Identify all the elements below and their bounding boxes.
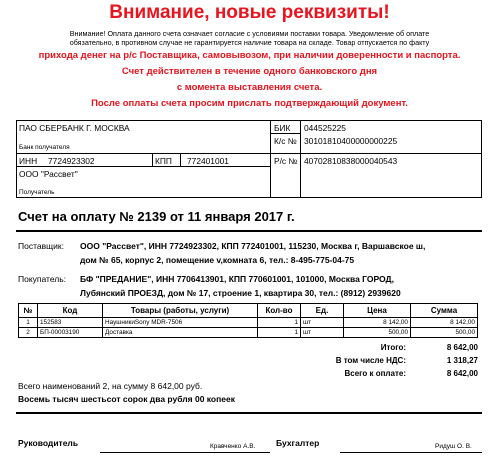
col-header-number: №: [19, 304, 38, 318]
supplier-line-1: ООО "Рассвет", ИНН 7724923302, КПП 772401001, 115230, Москва г, Варшавское ш,: [80, 241, 426, 251]
title-underline: [16, 230, 482, 232]
col-header-sum: Сумма: [411, 304, 478, 318]
ks-label: К/с №: [274, 136, 297, 146]
inn-label: ИНН: [19, 156, 38, 166]
buyer-label: Покупатель:: [18, 274, 67, 284]
cell-unit: шт: [301, 318, 344, 328]
buyer-line-2: Лубянский ПРОЕЗД, дом № 17, строение 1, квартира 30, тел.: (8912) 2939620: [80, 288, 401, 298]
cell-sum: 500,00: [411, 328, 478, 338]
cell-goods: НаушникиSony MDR-7506: [103, 318, 258, 328]
col-header-code: Код: [38, 304, 103, 318]
items-table: [18, 303, 478, 338]
bank-label: Банк получателя: [19, 144, 70, 151]
supplier-line-2: дом № 65, корпус 2, помещение v,комната 6, тел.: 8-495-775-04-75: [80, 255, 355, 265]
items-count-line: Всего наименований 2, на сумму 8 642,00 руб.: [18, 381, 203, 391]
table-row: [19, 328, 478, 338]
recipient-label: Получатель: [19, 189, 55, 196]
head-signature-line: [100, 452, 270, 453]
summary-underline: [16, 412, 482, 414]
accountant-label: Бухгалтер: [276, 438, 320, 448]
head-name: Кравченко А.В.: [210, 443, 256, 450]
due-label: Всего к оплате:: [344, 369, 406, 378]
kpp-value: 772401001: [187, 156, 229, 166]
disclaimer-line-2: обязательно, в противном случае не гарантируется наличие товара на складе. Товар отпускается по факту: [69, 38, 430, 47]
notice-line-2: Счет действителен в течение одного банковского дня: [121, 66, 378, 77]
table-row: [19, 318, 478, 328]
kpp-label: КПП: [155, 156, 172, 166]
vat-label: В том числе НДС:: [335, 356, 406, 365]
cell-number: 2: [19, 328, 38, 338]
head-label: Руководитель: [18, 438, 79, 448]
col-header-unit: Ед.: [301, 304, 344, 318]
cell-code: БП-00003190: [38, 328, 103, 338]
cell-qty: 1: [258, 318, 301, 328]
divider: [270, 153, 482, 154]
vat-value: 1 318,27: [446, 356, 478, 365]
notice-line-1: прихода денег на р/с Поставщика, самовывозом, при наличии доверенности и паспорта.: [38, 50, 461, 61]
divider: [270, 120, 271, 198]
divider: [152, 153, 153, 166]
recipient-name: ООО "Рассвет": [19, 169, 78, 179]
bank-name: ПАО СБЕРБАНК Г. МОСКВА: [19, 123, 130, 133]
cell-code: 152583: [38, 318, 103, 328]
total-label: Итого:: [380, 343, 406, 352]
cell-price: 500,00: [344, 328, 411, 338]
disclaimer-line-1: Внимание! Оплата данного счета означает согласие с условиями поставки товара. Уведомление об оплате: [69, 29, 430, 38]
bik-value: 044525225: [304, 123, 346, 133]
bik-label: БИК: [274, 123, 291, 133]
col-header-qty: Кол-во: [258, 304, 301, 318]
cell-sum: 8 142,00: [411, 318, 478, 328]
cell-unit: шт: [301, 328, 344, 338]
buyer-line-1: БФ "ПРЕДАНИЕ", ИНН 7706413901, КПП 770601001, 101000, Москва ГОРОД,: [80, 274, 394, 284]
notice-line-3: с момента выставления счета.: [176, 82, 323, 93]
cell-number: 1: [19, 318, 38, 328]
divider: [180, 153, 181, 166]
amount-in-words: Восемь тысяч шестьсот сорок два рубля 00 копеек: [18, 394, 235, 404]
ks-value: 30101810400000000225: [304, 136, 398, 146]
total-value: 8 642,00: [446, 343, 478, 352]
rs-value: 40702810838000040543: [304, 156, 398, 166]
supplier-label: Поставщик:: [18, 241, 64, 251]
col-header-goods: Товары (работы, услуги): [103, 304, 258, 318]
cell-qty: 1: [258, 328, 301, 338]
page-title: Внимание, новые реквизиты!: [109, 2, 390, 23]
rs-label: Р/с №: [274, 156, 298, 166]
table-header-row: [19, 304, 478, 318]
divider: [16, 153, 270, 154]
invoice-title: Счет на оплату № 2139 от 11 января 2017 г.: [18, 209, 295, 224]
inn-value: 7724923302: [48, 156, 95, 166]
accountant-name: Ридуш О. В.: [435, 443, 472, 450]
divider: [300, 120, 301, 198]
col-header-price: Цена: [344, 304, 411, 318]
divider: [16, 166, 270, 167]
cell-price: 8 142,00: [344, 318, 411, 328]
divider: [270, 133, 300, 134]
due-value: 8 642,00: [446, 369, 478, 378]
cell-goods: Доставка: [103, 328, 258, 338]
accountant-signature-line: [340, 452, 482, 453]
notice-line-4: После оплаты счета просим прислать подтверждающий документ.: [91, 98, 408, 109]
